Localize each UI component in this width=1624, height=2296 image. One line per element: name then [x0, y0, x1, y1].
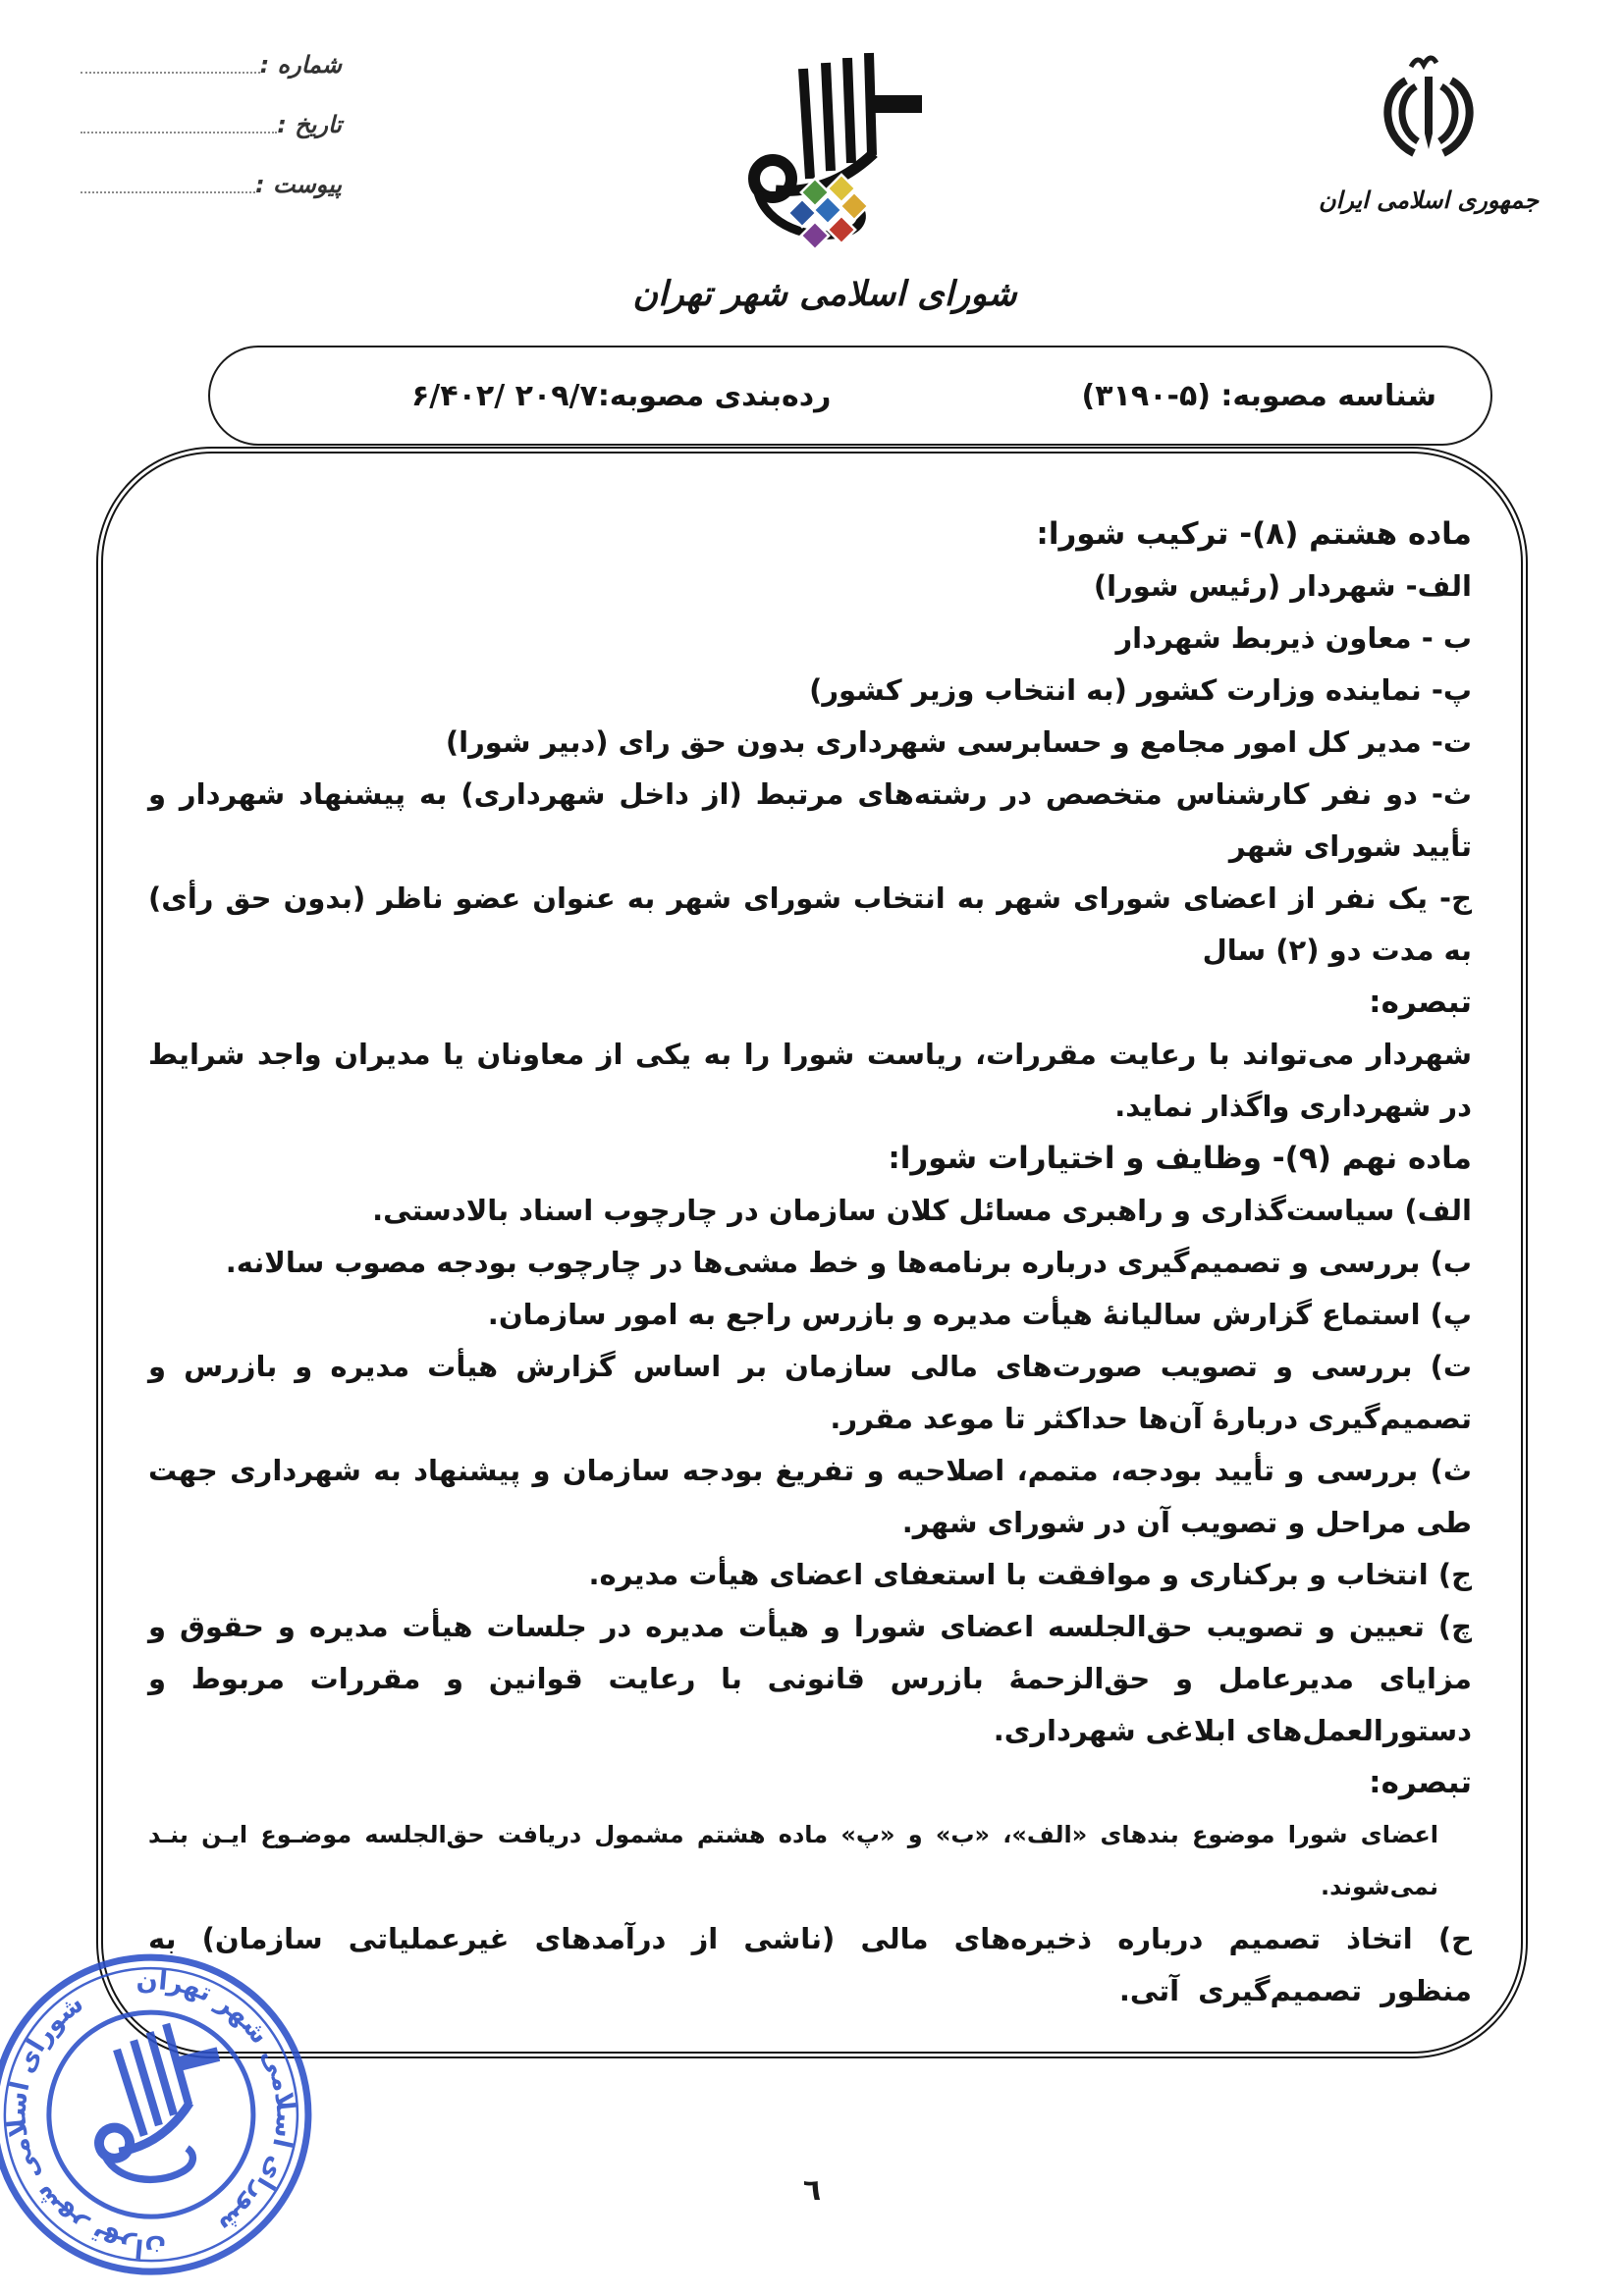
number-field-label: شماره :	[259, 51, 342, 79]
paragraph-heading: ماده نهم (۹)- وظایف و اختیارات شورا:	[888, 1141, 1472, 1176]
stamp-ring-text-bottom: شورای اسلامی شهر تهران	[2, 1989, 167, 2264]
council-logo-block	[628, 43, 1021, 314]
iran-emblem-block	[1306, 51, 1551, 214]
iran-emblem-caption: جمهوری اسلامی ایران	[1318, 187, 1540, 214]
paragraph-body: پ- نماینده وزارت کشور (به انتخاب وزیر کشور)	[809, 673, 1472, 707]
attachment-dotted-line	[81, 184, 255, 193]
date-field-label: تاریخ :	[277, 111, 342, 138]
paragraph-small: اعضای شورا موضوع بندهای «الف»، «ب» و «پ» ماده هشتم مشمول دریافت حق‌الجلسه موضـوع ایـن بنـد نمی‌شوند.	[148, 1821, 1438, 1900]
paragraph-body: شهردار می‌تواند با رعایت مقررات، ریاست شورا را به یکی از معاونان یا مدیران واجد شرایط در شهرداری واگذار نماید.	[148, 1038, 1472, 1123]
paragraph-list	[148, 508, 1472, 2017]
paragraph-body: ث- دو نفر کارشناس متخصص در رشته‌های مرتبط (از داخل شهرداری) به پیشنهاد شهردار و تأیید شورای شهر	[148, 777, 1472, 863]
iran-emblem-icon	[1365, 51, 1492, 177]
attachment-field	[81, 171, 346, 198]
paragraph-heading: ماده هشتم (۸)- ترکیب شورا:	[1036, 516, 1472, 552]
approval-classification-text: رده‌بندی مصوبه:۲۰۹/۷ /۶/۴۰۲	[411, 378, 832, 413]
paragraph-body: ج) انتخاب و برکناری و موافقت با استعفای اعضای هیأت مدیره.	[588, 1558, 1472, 1591]
date-dotted-line	[81, 124, 277, 133]
paragraph-heading: تبصره:	[1369, 1765, 1472, 1800]
approval-id-bar	[208, 346, 1492, 446]
date-field	[81, 111, 346, 138]
paragraph-body: پ) استماع گزارش سالیانهٔ هیأت مدیره و بازرس راجع به امور سازمان.	[487, 1298, 1472, 1331]
paragraph-body: الف- شهردار (رئیس شورا)	[1093, 569, 1472, 603]
paragraph-body: چ) تعیین و تصویب حق‌الجلسه اعضای شورا و هیأت مدیره در جلسات هیأت مدیره و حقوق و مزایای مدیرعامل و حق‌الزحمهٔ بازرس قانونی با رعایت قوانین و مقررات مربوط و دستورالعمل‌های ابلاغی شهرداری.	[148, 1610, 1472, 1747]
attachment-field-label: پیوست :	[255, 171, 342, 198]
stamp-ring-text-top: شورای اسلامی شهر تهران	[135, 1965, 300, 2241]
letterhead-reference-fields	[81, 51, 346, 231]
paragraph-body: ب - معاون ذیربط شهردار	[1115, 621, 1472, 655]
paragraph-body: ب) بررسی و تصمیم‌گیری درباره برنامه‌ها و خط مشی‌ها در چارچوب بودجه مصوب سالانه.	[225, 1246, 1472, 1279]
council-logo-title: شورای اسلامی شهر تهران	[632, 275, 1017, 314]
resolution-body-box	[96, 447, 1528, 2058]
paragraph-body: ت- مدیر کل امور مجامع و حسابرسی شهرداری بدون حق رای (دبیر شورا)	[445, 725, 1472, 759]
approval-id-text: شناسه مصوبه: (۵-۳۱۹۰)	[1081, 378, 1436, 413]
council-logo-icon	[717, 43, 933, 267]
page-number: ٦	[802, 2173, 822, 2208]
logo-diamond	[801, 222, 829, 249]
number-dotted-line	[81, 64, 260, 74]
paragraph-body: ج- یک نفر از اعضای شورای شهر به انتخاب شورای شهر به عنوان عضو ناظر (بدون حق رأی) به مدت دو (۲) سال	[148, 881, 1472, 967]
number-field	[81, 51, 346, 79]
paragraph-spread: ح) اتخاذ تصمیم درباره ذخیره‌های مالی (ناشی از درآمدهای غیرعملیاتی سازمان) به منظور تصمیم‌گیری آتی.	[148, 1922, 1472, 2007]
paragraph-body: ث) بررسی و تأیید بودجه، متمم، اصلاحیه و تفریغ بودجه سازمان و پیشنهاد به شهرداری جهت طی مراحل و تصویب آن در شورای شهر.	[148, 1454, 1472, 1539]
paragraph-heading: تبصره:	[1369, 985, 1472, 1020]
paragraph-body: الف) سیاست‌گذاری و راهبری مسائل کلان سازمان در چارچوب اسناد بالادستی.	[372, 1194, 1472, 1227]
paragraph-body: ت) بررسی و تصویب صورت‌های مالی سازمان بر اساس گزارش هیأت مدیره و بازرس و تصمیم‌گیری دربارهٔ آن‌ها حداکثر تا موعد مقرر.	[148, 1350, 1472, 1435]
